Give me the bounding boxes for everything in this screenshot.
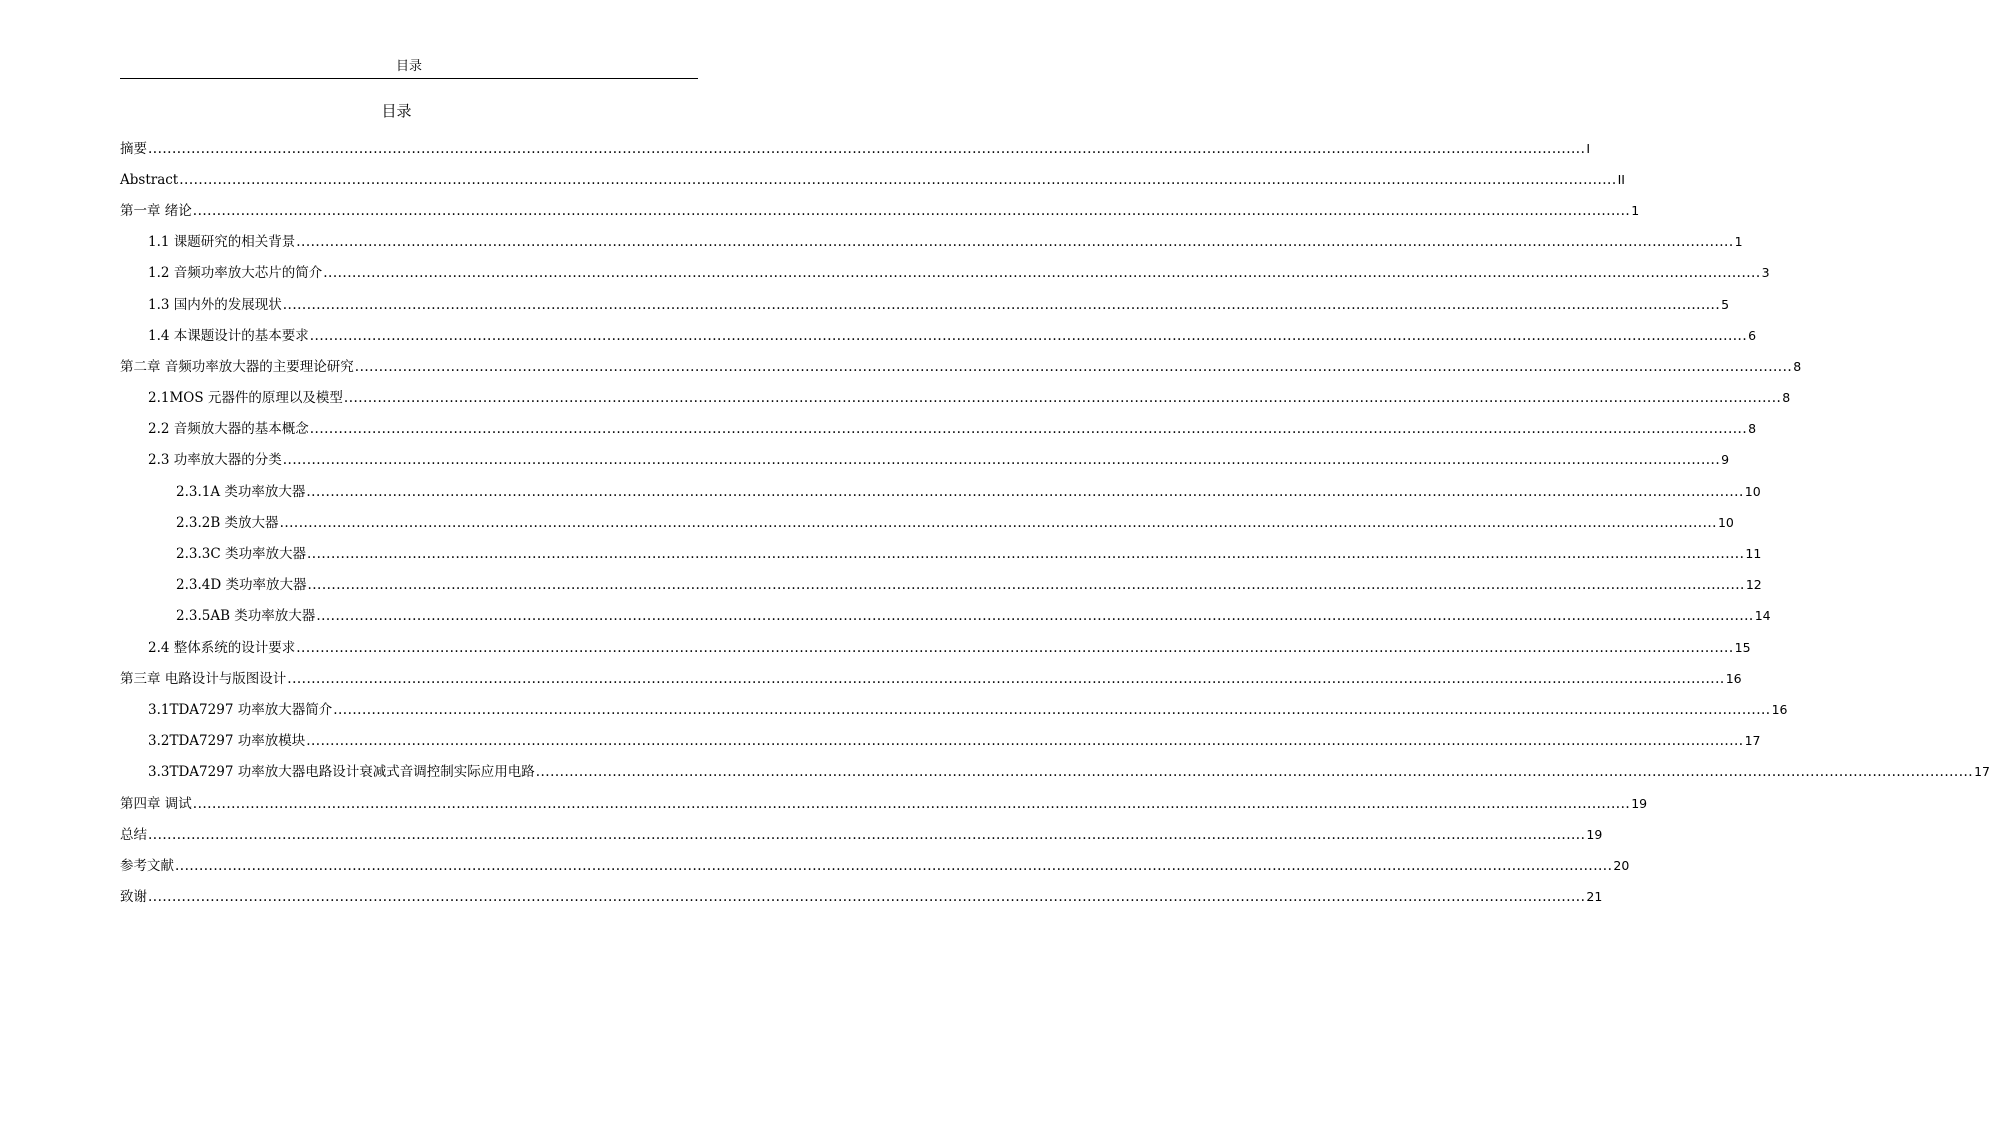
- toc-entry-page-number: 8: [1793, 358, 1802, 374]
- dot-leader: ............................................................................................................................................................................................................................................................................................................: [175, 857, 1613, 874]
- toc-entry[interactable]: [120, 632, 1751, 663]
- dot-leader: ............................................................................................................................................................................................................................................................................................................: [148, 826, 1586, 843]
- toc-entry[interactable]: [120, 445, 1730, 476]
- dot-leader: ............................................................................................................................................................................................................................................................................................................: [279, 514, 1717, 531]
- toc-entry-page-number: 21: [1586, 889, 1603, 905]
- toc-entry-page-number: 1: [1734, 234, 1743, 250]
- dot-leader: ............................................................................................................................................................................................................................................................................................................: [343, 390, 1782, 407]
- toc-entry-page-number: 16: [1725, 670, 1742, 686]
- toc-entry[interactable]: [120, 882, 1603, 913]
- toc-entry-page-number: 5: [1721, 296, 1730, 312]
- toc-entry-page-number: 9: [1721, 452, 1730, 468]
- toc-entry-page-number: 8: [1782, 390, 1791, 406]
- toc-entry-page-number: 1: [1631, 202, 1640, 218]
- toc-entry-label[interactable]: 2.3.2B 类放大器: [176, 514, 279, 531]
- toc-entry-label[interactable]: 3.2TDA7297 功率放模块: [148, 733, 306, 750]
- dot-leader: ............................................................................................................................................................................................................................................................................................................: [282, 452, 1721, 469]
- page-header: 目录: [120, 56, 698, 79]
- toc-entry[interactable]: [120, 601, 1771, 632]
- toc-entry-label[interactable]: 2.3.4D 类功率放大器: [176, 577, 307, 594]
- toc-entry[interactable]: [120, 663, 1742, 694]
- toc-entry-page-number: 20: [1613, 857, 1630, 873]
- dot-leader: ............................................................................................................................................................................................................................................................................................................: [296, 234, 1734, 251]
- toc-entry-page-number: 12: [1745, 577, 1762, 593]
- toc-entry-page-number: II: [1617, 171, 1625, 187]
- toc-entry-label[interactable]: 3.3TDA7297 功率放大器电路设计衰减式音调控制实际应用电路: [148, 764, 535, 781]
- toc-entry-page-number: 16: [1771, 701, 1788, 717]
- toc-entry[interactable]: [120, 694, 1788, 725]
- toc-entry[interactable]: [120, 133, 1591, 164]
- toc-entry-page-number: 11: [1745, 546, 1762, 562]
- toc-entry[interactable]: [120, 383, 1791, 414]
- toc-entry[interactable]: [120, 507, 1734, 538]
- toc-entry[interactable]: [120, 757, 1990, 788]
- toc-entry-label[interactable]: 致谢: [120, 889, 147, 906]
- toc-entry-page-number: 17: [1744, 733, 1761, 749]
- dot-leader: ............................................................................................................................................................................................................................................................................................................: [192, 202, 1631, 219]
- toc-entry-label[interactable]: 第二章 音频功率放大器的主要理论研究: [120, 358, 354, 375]
- dot-leader: ............................................................................................................................................................................................................................................................................................................: [148, 889, 1586, 906]
- toc-entry-label[interactable]: 2.3.1A 类功率放大器: [176, 483, 306, 500]
- toc-title: 目录: [381, 102, 412, 120]
- dot-leader: ............................................................................................................................................................................................................................................................................................................: [333, 701, 1771, 718]
- toc-entry-label[interactable]: 1.4 本课题设计的基本要求: [148, 327, 309, 344]
- toc-entry[interactable]: [120, 788, 1648, 819]
- dot-leader: ............................................................................................................................................................................................................................................................................................................: [316, 608, 1754, 625]
- toc-entry-page-number: 14: [1754, 608, 1771, 624]
- table-of-contents: [120, 133, 1990, 913]
- toc-entry-label[interactable]: 1.2 音频功率放大芯片的简介: [148, 265, 323, 282]
- toc-entry-page-number: 6: [1748, 327, 1757, 343]
- dot-leader: ............................................................................................................................................................................................................................................................................................................: [192, 795, 1631, 812]
- dot-leader: ............................................................................................................................................................................................................................................................................................................: [306, 546, 1745, 563]
- toc-entry[interactable]: [120, 195, 1640, 226]
- toc-entry[interactable]: [120, 538, 1762, 569]
- toc-entry-label[interactable]: 1.3 国内外的发展现状: [148, 296, 282, 313]
- dot-leader: ............................................................................................................................................................................................................................................................................................................: [354, 358, 1793, 375]
- dot-leader: ............................................................................................................................................................................................................................................................................................................: [309, 327, 1748, 344]
- toc-entry-page-number: I: [1586, 140, 1591, 156]
- toc-entry[interactable]: [120, 258, 1770, 289]
- dot-leader: ............................................................................................................................................................................................................................................................................................................: [148, 140, 1586, 157]
- toc-entry-page-number: 10: [1717, 514, 1734, 530]
- toc-entry[interactable]: [120, 351, 1802, 382]
- toc-entry-label[interactable]: 摘要: [120, 140, 147, 157]
- toc-entry-label[interactable]: 2.3 功率放大器的分类: [148, 452, 282, 469]
- toc-entry-label[interactable]: 第三章 电路设计与版图设计: [120, 670, 287, 687]
- toc-entry-page-number: 19: [1631, 795, 1648, 811]
- toc-entry[interactable]: [120, 227, 1743, 258]
- dot-leader: ............................................................................................................................................................................................................................................................................................................: [535, 764, 1974, 781]
- toc-entry-page-number: 15: [1734, 639, 1751, 655]
- toc-entry[interactable]: [120, 850, 1630, 881]
- toc-entry[interactable]: [120, 819, 1603, 850]
- toc-entry-page-number: 19: [1586, 826, 1603, 842]
- dot-leader: ............................................................................................................................................................................................................................................................................................................: [296, 639, 1734, 656]
- toc-entry-page-number: 10: [1744, 483, 1761, 499]
- toc-entry-label[interactable]: 2.1MOS 元器件的原理以及模型: [148, 390, 343, 407]
- toc-entry-label[interactable]: 第一章 绪论: [120, 202, 192, 219]
- toc-entry-label[interactable]: 参考文献: [120, 857, 174, 874]
- toc-entry-label[interactable]: 2.3.3C 类功率放大器: [176, 546, 306, 563]
- toc-entry-label[interactable]: 2.2 音频放大器的基本概念: [148, 421, 309, 438]
- toc-entry-label[interactable]: 2.4 整体系统的设计要求: [148, 639, 296, 656]
- dot-leader: ............................................................................................................................................................................................................................................................................................................: [306, 733, 1744, 750]
- toc-entry[interactable]: [120, 164, 1625, 195]
- dot-leader: ............................................................................................................................................................................................................................................................................................................: [307, 577, 1745, 594]
- toc-entry-label[interactable]: 3.1TDA7297 功率放大器简介: [148, 701, 333, 718]
- toc-entry[interactable]: [120, 289, 1730, 320]
- dot-leader: ............................................................................................................................................................................................................................................................................................................: [309, 421, 1748, 438]
- toc-entry-label[interactable]: 第四章 调试: [120, 795, 192, 812]
- dot-leader: ............................................................................................................................................................................................................................................................................................................: [287, 670, 1725, 687]
- dot-leader: ............................................................................................................................................................................................................................................................................................................: [282, 296, 1721, 313]
- toc-entry-label[interactable]: 2.3.5AB 类功率放大器: [176, 608, 316, 625]
- dot-leader: ............................................................................................................................................................................................................................................................................................................: [323, 265, 1761, 282]
- toc-entry[interactable]: [120, 414, 1757, 445]
- toc-entry-label[interactable]: Abstract: [120, 171, 179, 188]
- toc-entry-page-number: 17: [1974, 764, 1990, 780]
- toc-entry[interactable]: [120, 476, 1761, 507]
- toc-entry-page-number: 3: [1761, 265, 1770, 281]
- toc-entry-page-number: 8: [1748, 421, 1757, 437]
- toc-entry-label[interactable]: 总结: [120, 826, 147, 843]
- toc-entry-label[interactable]: 1.1 课题研究的相关背景: [148, 234, 296, 251]
- toc-entry[interactable]: [120, 570, 1762, 601]
- dot-leader: ............................................................................................................................................................................................................................................................................................................: [306, 483, 1744, 500]
- toc-entry[interactable]: [120, 320, 1757, 351]
- toc-entry[interactable]: [120, 726, 1761, 757]
- dot-leader: ............................................................................................................................................................................................................................................................................................................: [179, 171, 1617, 188]
